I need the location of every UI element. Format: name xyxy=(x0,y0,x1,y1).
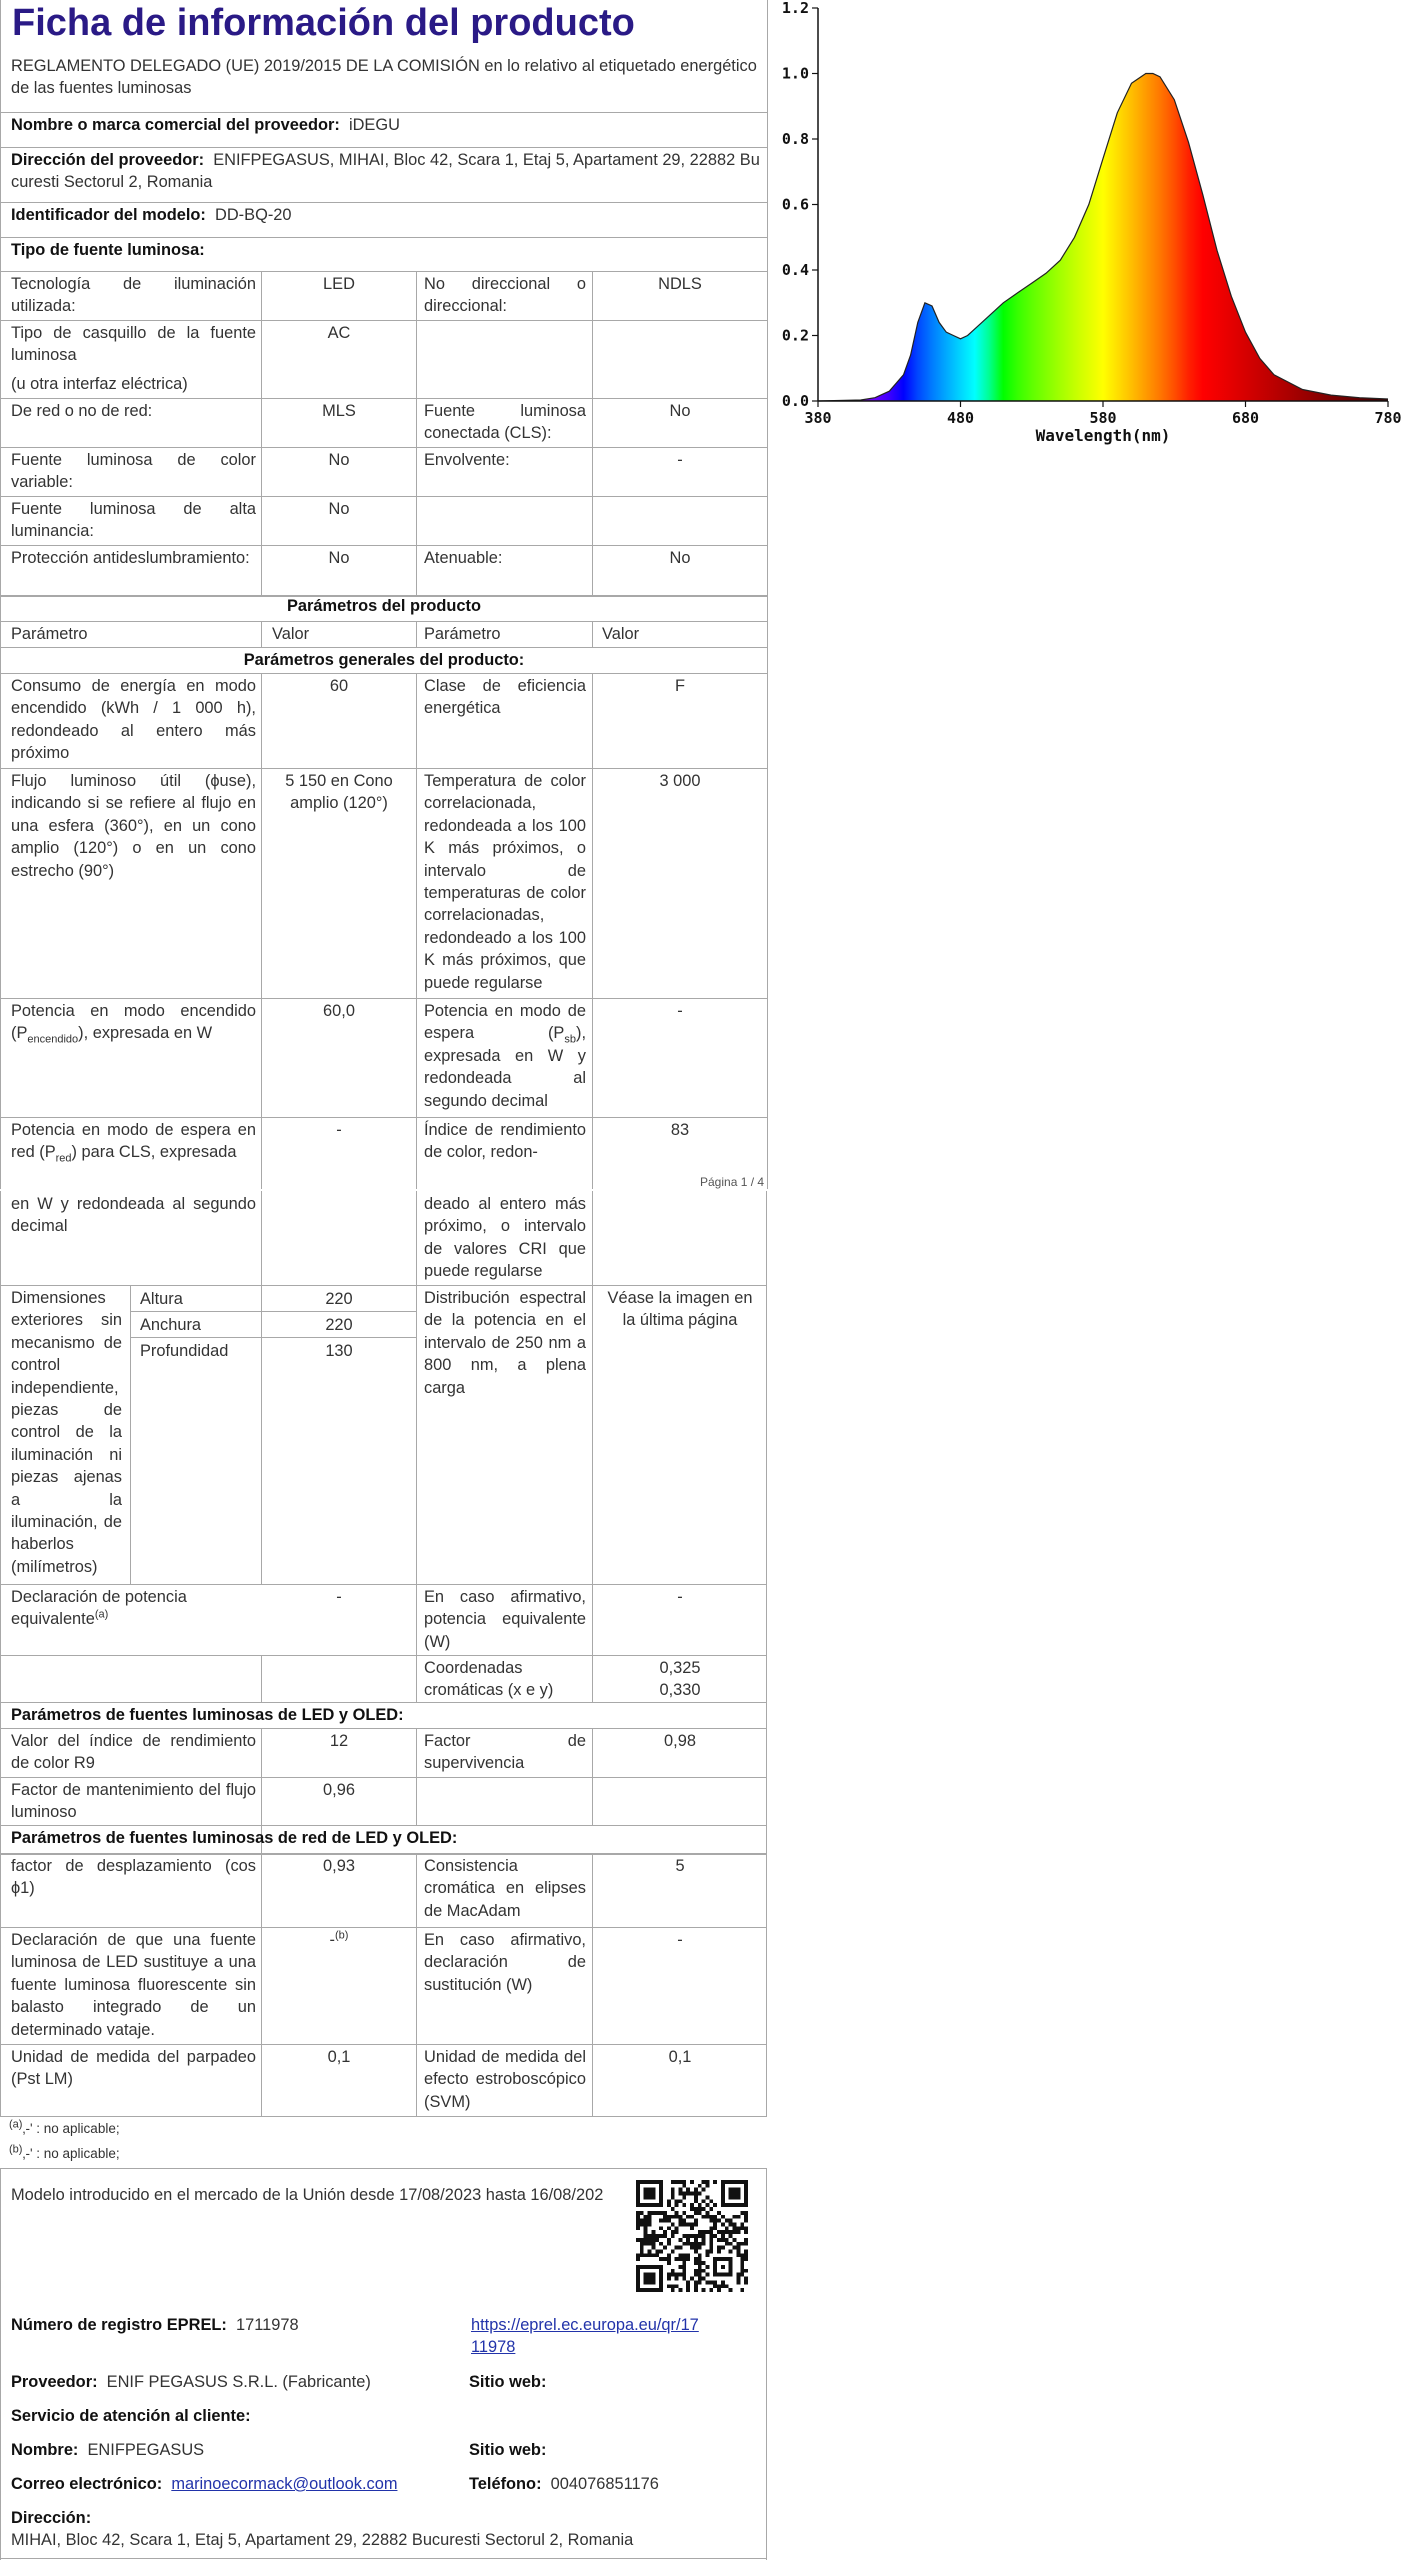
y-tick-label: 0.0 xyxy=(781,392,809,410)
col-value-1: Valor xyxy=(272,625,310,643)
high-luminance-value: No xyxy=(328,500,350,518)
x-tick-label: 680 xyxy=(1231,409,1260,427)
general-params-heading: Parámetros generales del producto: xyxy=(243,651,525,669)
cri-label-part1: Índice de rendimiento de color, redon- xyxy=(424,1121,586,1162)
directional-label: No direccional o direccional: xyxy=(424,275,586,316)
cct-label: Temperatura de color correlacionada, redondeada a los 100 K más próximos, o intervalo de temperaturas de color correlacionadas, redondeado a los 100 K más próximos, que puede regularse xyxy=(424,772,586,992)
replacement-watt-label: En caso afirmativo, declaración de sustitución (W) xyxy=(424,1931,586,1994)
mains-label: De red o no de red: xyxy=(11,402,153,420)
on-mode-power-label: Potencia en modo encendido $(P_{encendido})$, expresada en W xyxy=(11,1002,256,1046)
page-number: Página 1 / 4 xyxy=(700,1175,765,1189)
col-value-2: Valor xyxy=(602,625,640,643)
fluorescent-replacement-label: Declaración de que una fuente luminosa de LED sustituye a una fuente luminosa fluorescente sin balasto integrado de un determinado vataje. xyxy=(11,1931,256,2039)
source-type-heading: Tipo de fuente luminosa: xyxy=(11,241,205,259)
network-standby-label-cont: en W y redondeada al segundo decimal xyxy=(11,1195,256,1236)
high-luminance-label: Fuente luminosa de alta luminancia: xyxy=(11,500,256,541)
x-tick-label: 380 xyxy=(804,409,832,427)
y-tick-label: 1.2 xyxy=(781,0,809,17)
connected-value: No xyxy=(669,402,691,420)
cap-label: Tipo de casquillo de la fuente luminosa xyxy=(11,324,256,365)
efficiency-label: Clase de eficiencia energética xyxy=(424,677,586,718)
page-title: Ficha de información del producto xyxy=(12,2,635,44)
website-label: Sitio web: xyxy=(469,2373,547,2391)
chromaticity-x: 0,325 xyxy=(659,1659,701,1677)
footnote-a: $^{(a)}$‚-' : no aplicable; xyxy=(9,2118,120,2136)
directional-value: NDLS xyxy=(658,275,702,293)
displacement-value: 0,93 xyxy=(323,1857,355,1875)
cri-label-part2: deado al entero más próximo, o intervalo de valores CRI que puede regularse xyxy=(424,1195,586,1281)
energy-value: 60 xyxy=(329,677,349,695)
y-tick-label: 0.6 xyxy=(781,195,809,214)
tech-value: LED xyxy=(323,275,355,293)
displacement-label: factor de desplazamiento (cos ϕ1) xyxy=(11,1857,256,1898)
flicker-value: 0,1 xyxy=(327,2048,351,2066)
equivalent-power-value: - xyxy=(336,1588,342,1606)
email-link[interactable]: marinoecormack@outlook.com xyxy=(171,2475,398,2493)
envelope-label: Envolvente: xyxy=(424,451,510,469)
fluorescent-replacement-value: -$^{(b)}$ xyxy=(329,1929,349,1949)
dimensions-label: Dimensiones exteriores sin mecanismo de control independiente, piezas de control de la iluminación ni piezas ajenas a la iluminación, de haberlos (milímetros) xyxy=(11,1289,122,1576)
cct-value: 3 000 xyxy=(659,772,701,790)
x-tick-label: 480 xyxy=(946,409,975,427)
x-tick-label: 580 xyxy=(1089,409,1117,427)
replacement-watt-value: - xyxy=(677,1931,683,1949)
survival-label: Factor de supervivencia xyxy=(424,1732,586,1773)
cri-value: 83 xyxy=(670,1121,690,1139)
macadam-label: Consistencia cromática en elipses de MacAdam xyxy=(424,1857,586,1920)
eprel-qr-code[interactable] xyxy=(636,2180,748,2292)
chromaticity-y: 0,330 xyxy=(659,1681,701,1699)
address-label: Dirección: xyxy=(11,2509,92,2527)
flux-label: Flujo luminoso útil (ϕuse), indicando si se refiere al flujo en una esfera (360°), en un cono amplio (120°) o en un cono estrecho (90°) xyxy=(11,772,256,880)
x-axis-label: Wavelength(nm) xyxy=(1035,426,1171,445)
model-identifier-row: Identificador del modelo: DD-BQ-20 xyxy=(11,206,292,224)
r9-label: Valor del índice de rendimiento de color R9 xyxy=(11,1732,256,1773)
envelope-value: - xyxy=(677,451,683,469)
address-value: MIHAI, Bloc 42, Scara 1, Etaj 5, Apartament 29, 22882 Bucuresti Sectorul 2, Romania xyxy=(11,2531,634,2549)
spd-value: Véase la imagen en la última página xyxy=(607,1289,753,1330)
market-dates: Modelo introducido en el mercado de la Unión desde 17/08/2023 hasta 16/08/202 xyxy=(11,2186,604,2204)
macadam-value: 5 xyxy=(675,1857,685,1875)
col-param-1: Parámetro xyxy=(11,625,88,643)
lumen-maintenance-value: 0,96 xyxy=(323,1781,355,1799)
mains-value: MLS xyxy=(322,402,356,420)
flicker-label: Unidad de medida del parpadeo (Pst LM) xyxy=(11,2048,256,2089)
lumen-maintenance-label: Factor de mantenimiento del flujo luminoso xyxy=(11,1781,256,1822)
depth-label: Profundidad xyxy=(140,1342,229,1360)
depth-value: 130 xyxy=(325,1342,353,1360)
equivalent-watt-value: - xyxy=(677,1588,683,1606)
y-tick-label: 0.2 xyxy=(781,326,809,345)
eprel-link[interactable]: https://eprel.ec.europa.eu/qr/17 11978 xyxy=(471,2316,699,2357)
supplier-address-row: Dirección del proveedor: ENIFPEGASUS, MIHAI, Bloc 42, Scara 1, Etaj 5, Apartament 29, 22882 Bucuresti Sectorul 2, Romania xyxy=(11,151,760,192)
connected-label: Fuente luminosa conectada (CLS): xyxy=(424,402,586,443)
standby-power-value: - xyxy=(677,1002,683,1020)
cap-value: AC xyxy=(327,324,351,342)
network-standby-label: Potencia en modo de espera en red $(P_{red})$ para CLS, expresada xyxy=(11,1121,256,1165)
chromaticity-label: Coordenadas cromáticas (x e y) xyxy=(424,1659,554,1700)
x-tick-label: 780 xyxy=(1374,409,1402,427)
regulation-text: REGLAMENTO DELEGADO (UE) 2019/2015 DE LA COMISIÓN en lo relativo al etiquetado energético de las fuentes luminosas xyxy=(11,57,757,98)
stroboscopic-label: Unidad de medida del efecto estroboscópico (SVM) xyxy=(424,2048,586,2111)
efficiency-value: F xyxy=(674,677,685,695)
equivalent-power-label: Declaración de potencia equivalente$^{(a)}$ xyxy=(11,1588,187,1629)
standby-power-label: Potencia en modo de espera $(P_{sb})$, expresada en W y redondeada al segundo decimal xyxy=(424,1002,586,1110)
flux-value: 5 150 en Cono amplio (120°) xyxy=(285,772,393,813)
width-label: Anchura xyxy=(140,1316,202,1334)
colour-tunable-label: Fuente luminosa de color variable: xyxy=(11,451,256,492)
stroboscopic-value: 0,1 xyxy=(668,2048,692,2066)
email-row: Correo electrónico: marinoecormack@outlook.com xyxy=(11,2475,398,2493)
spd-label: Distribución espectral de la potencia en el intervalo de 250 nm a 800 nm, a plena carga xyxy=(424,1289,586,1397)
supplier-name-row: Nombre o marca comercial del proveedor: iDEGU xyxy=(11,116,400,134)
network-standby-value: - xyxy=(336,1121,342,1139)
height-label: Altura xyxy=(140,1290,183,1308)
y-tick-label: 0.8 xyxy=(781,130,809,148)
spectral-distribution-chart xyxy=(768,0,1408,460)
eprel-registration: Número de registro EPREL: 1711978 xyxy=(11,2316,299,2334)
product-params-heading: Parámetros del producto xyxy=(287,597,481,615)
energy-label: Consumo de energía en modo encendido (kWh / 1 000 h), redondeado al entero más próximo xyxy=(11,677,256,763)
y-tick-label: 0.4 xyxy=(781,261,809,279)
anti-glare-value: No xyxy=(328,549,350,567)
r9-value: 12 xyxy=(329,1732,349,1750)
cap-label-2: (u otra interfaz eléctrica) xyxy=(11,375,188,393)
customer-service-heading: Servicio de atención al cliente: xyxy=(11,2407,251,2425)
equivalent-watt-label: En caso afirmativo, potencia equivalente (W) xyxy=(424,1588,586,1651)
height-value: 220 xyxy=(325,1290,353,1308)
phone-row: Teléfono: 004076851176 xyxy=(469,2475,659,2493)
col-param-2: Parámetro xyxy=(424,625,501,643)
anti-glare-label: Protección antideslumbramiento: xyxy=(11,549,250,567)
tech-label: Tecnología de iluminación utilizada: xyxy=(11,275,256,316)
survival-value: 0,98 xyxy=(664,1732,696,1750)
dimmable-value: No xyxy=(669,549,691,567)
spectrum-area xyxy=(818,74,1388,402)
width-value: 220 xyxy=(325,1316,353,1334)
y-tick-label: 1.0 xyxy=(781,64,809,83)
website-2-label: Sitio web: xyxy=(469,2441,547,2459)
on-mode-power-value: 60,0 xyxy=(323,1002,355,1020)
footnote-b: $^{(b)}$‚-' : no aplicable; xyxy=(9,2143,120,2161)
supplier-row: Proveedor: ENIF PEGASUS S.R.L. (Fabricante) xyxy=(11,2373,371,2391)
led-params-heading: Parámetros de fuentes luminosas de LED y OLED: xyxy=(11,1706,404,1724)
colour-tunable-value: No xyxy=(328,451,350,469)
contact-name-row: Nombre: ENIFPEGASUS xyxy=(11,2441,205,2459)
dimmable-label: Atenuable: xyxy=(424,549,503,567)
mains-led-params-heading: Parámetros de fuentes luminosas de red de LED y OLED: xyxy=(11,1829,458,1847)
